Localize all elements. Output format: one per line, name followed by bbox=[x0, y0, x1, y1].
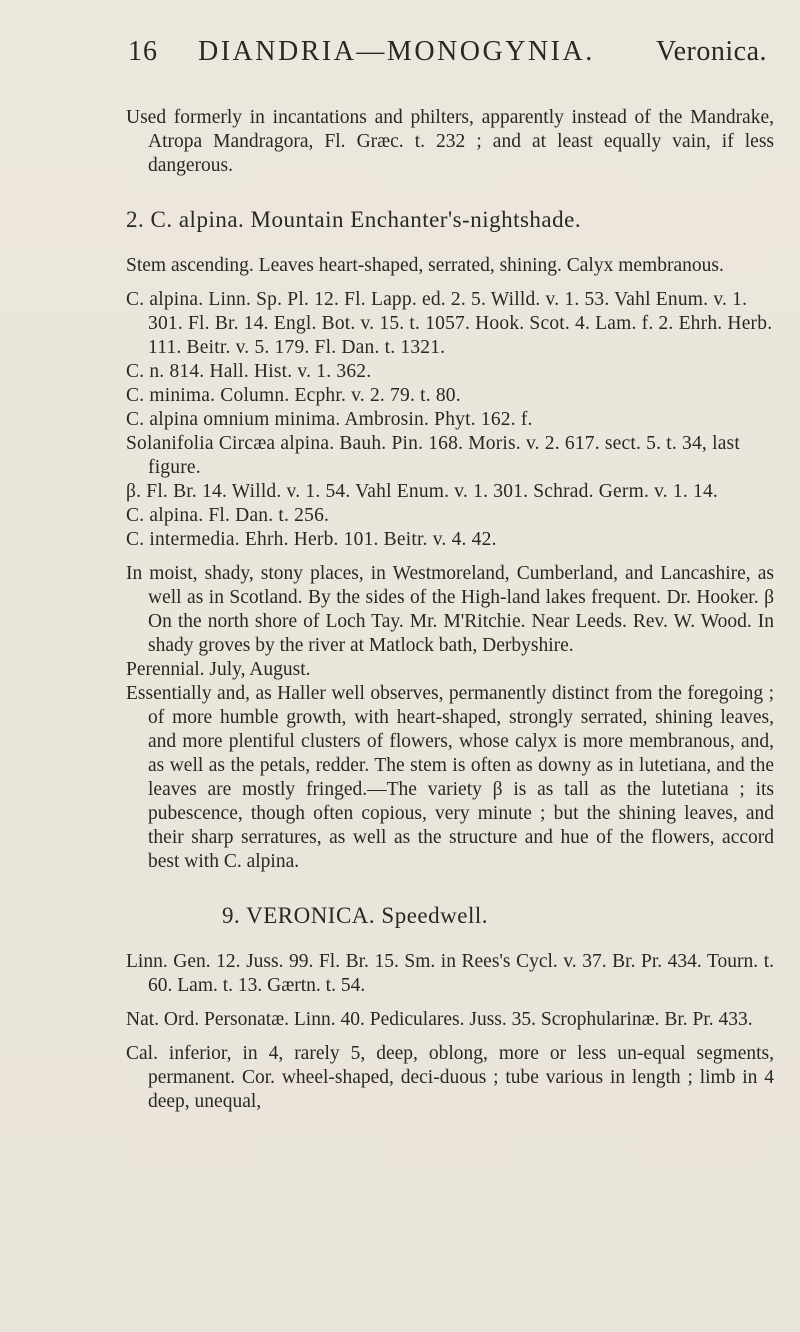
synonym-entry: Solanifolia Circæa alpina. Bauh. Pin. 168. Moris. v. 2. 617. sect. 5. t. 34, last figure. bbox=[126, 433, 740, 478]
synonym-entry: β. Fl. Br. 14. Willd. v. 1. 54. Vahl Enum. v. 1. 301. Schrad. Germ. v. 1. 14. bbox=[126, 481, 719, 502]
genus-characters: Cal. inferior, in 4, rarely 5, deep, oblong, more or less un-equal segments, permanent. Cor. wheel-shaped, deci-duous ; tube various in length ; limb in 4 deep, unequal, bbox=[126, 1043, 774, 1112]
synonym-entry: C. alpina. Fl. Dan. t. 256. bbox=[126, 505, 330, 526]
habitat-paragraph: In moist, shady, stony places, in Westmoreland, Cumberland, and Lancashire, as well as in Scotland. By the sides of the High-land lakes frequent. Dr. Hooker. β On the north shore of Loch Tay. Mr. M'Ritchie. Near Leeds. Rev. W. Wood. In shady groves by the river at Matlock bath, Derbyshire. bbox=[126, 563, 774, 656]
species-description: Stem ascending. Leaves heart-shaped, serrated, shining. Calyx membranous. bbox=[126, 255, 724, 276]
genus-heading: 9. VERONICA. Speedwell. bbox=[222, 903, 488, 928]
synonym-entry: C. minima. Column. Ecphr. v. 2. 79. t. 80. bbox=[126, 385, 461, 406]
notes-paragraph: Essentially and, as Haller well observes, permanently distinct from the foregoing ; of more humble growth, with heart-shaped, strongly serrated, shining leaves, and more plentiful clusters of flowers, whose calyx is more membranous, and, as well as the petals, redder. The stem is often as downy as in lutetiana, and the leaves are mostly fringed.—The variety β is as tall as the lutetiana ; its pubescence, though often copious, very minute ; but the shining leaves, and their sharp serratures, as well as the structure and hue of the flowers, accord best with C. alpina. bbox=[126, 683, 774, 872]
synonym-entry: C. alpina. Linn. Sp. Pl. 12. Fl. Lapp. ed. 2. 5. Willd. v. 1. 53. Vahl Enum. v. 1. 301. Fl. Br. 14. Engl. Bot. v. 15. t. 1057. Hook. Scot. 4. Lam. f. 2. Ehrh. Herb. 111. Beitr. v. 5. 179. Fl. Dan. t. 1321. bbox=[126, 289, 773, 358]
page-number: 16 bbox=[128, 36, 158, 67]
synonym-entry: C. alpina omnium minima. Ambrosin. Phyt. 162. f. bbox=[126, 409, 533, 430]
synonym-list bbox=[126, 288, 774, 552]
section-title: DIANDRIA—MONOGYNIA. bbox=[198, 36, 595, 67]
synonym-entry: C. n. 814. Hall. Hist. v. 1. 362. bbox=[126, 361, 372, 382]
species-heading: 2. C. alpina. Mountain Enchanter's-nightshade. bbox=[126, 207, 582, 232]
synonym-entry: C. intermedia. Ehrh. Herb. 101. Beitr. v. 4. 42. bbox=[126, 529, 497, 550]
duration-line: Perennial. July, August. bbox=[126, 659, 311, 680]
running-genus: Veronica. bbox=[656, 36, 768, 67]
natural-order: Nat. Ord. Personatæ. Linn. 40. Pediculares. Juss. 35. Scrophularinæ. Br. Pr. 433. bbox=[126, 1009, 753, 1030]
intro-paragraph: Used formerly in incantations and philters, apparently instead of the Mandrake, Atropa Mandragora, Fl. Græc. t. 232 ; and at least equally vain, if less dangerous. bbox=[126, 107, 774, 176]
page-body bbox=[126, 106, 774, 1114]
genus-references: Linn. Gen. 12. Juss. 99. Fl. Br. 15. Sm. in Rees's Cycl. v. 37. Br. Pr. 434. Tourn. t. 60. Lam. t. 13. Gærtn. t. 54. bbox=[126, 951, 774, 996]
